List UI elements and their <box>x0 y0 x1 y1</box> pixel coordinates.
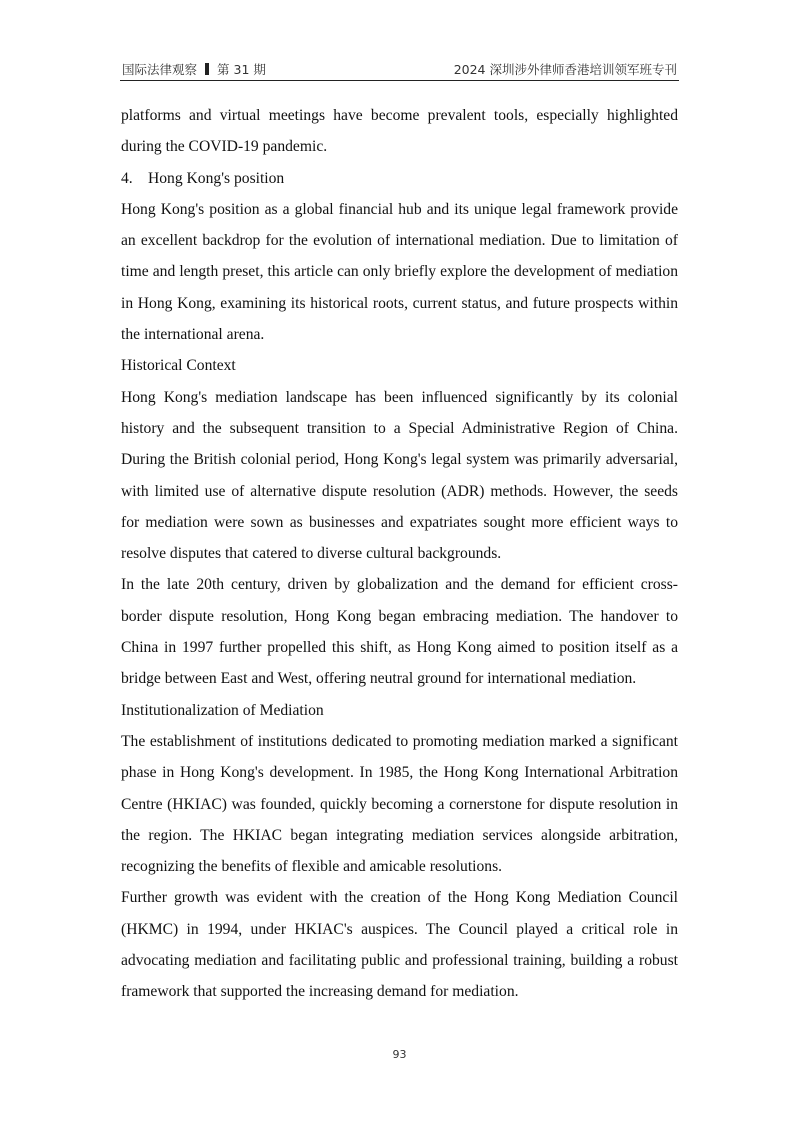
header-left <box>122 60 266 78</box>
section-heading <box>121 163 678 194</box>
header-separator-bar <box>205 63 209 75</box>
paragraph-position: Hong Kong's position as a global financial hub and its unique legal framework provide an excellent backdrop for the evolution of international mediation. Due to limitation of time and length preset, this article can only briefly explore the development of mediation in Hong Kong, examining its historical roots, current status, and future prospects within the international arena. <box>121 200 678 344</box>
page-header <box>120 58 679 81</box>
section-number: 4. <box>121 169 133 187</box>
page-number: 93 <box>392 1048 407 1061</box>
paragraph-historical-1: Hong Kong's mediation landscape has been influenced significantly by its colonial history and the subsequent transition to a Special Administrative Region of China. During the British colonial period, Hong Kong's legal system was primarily adversarial, with limited use of alternative dispute resolution (ADR) methods. However, the seeds for mediation were sown as businesses and expatriates sought more efficient ways to resolve disputes that catered to diverse cultural backgrounds. <box>121 388 678 563</box>
paragraph-institutional-1: The establishment of institutions dedicated to promoting mediation marked a significant phase in Hong Kong's development. In 1985, the Hong Kong International Arbitration Centre (HKIAC) was founded, quickly becoming a cornerstone for dispute resolution in the region. The HKIAC began integrating mediation services alongside arbitration, recognizing the benefits of flexible and amicable resolutions. <box>121 732 678 876</box>
journal-title: 国际法律观察 <box>122 62 198 77</box>
subheading-historical-context: Historical Context <box>121 357 236 375</box>
special-issue-title: 2024 深圳涉外律师香港培训领军班专刊 <box>453 62 677 77</box>
subheading-institutionalization: Institutionalization of Mediation <box>121 701 324 719</box>
paragraph-institutional-2: Further growth was evident with the creation of the Hong Kong Mediation Council (HKMC) in 1994, under HKIAC's auspices. The Council played a critical role in advocating mediation and facilitating public and professional training, building a robust framework that supported the increasing demand for mediation. <box>121 889 678 1001</box>
section-title: Hong Kong's position <box>148 169 285 187</box>
article-body <box>121 100 678 1008</box>
issue-number: 第 31 期 <box>217 62 266 77</box>
paragraph-historical-2: In the late 20th century, driven by globalization and the demand for efficient cross-border dispute resolution, Hong Kong began embracing mediation. The handover to China in 1997 further propelled this shift, as Hong Kong aimed to position itself as a bridge between East and West, offering neutral ground for international mediation. <box>121 576 678 688</box>
paragraph-intro: platforms and virtual meetings have become prevalent tools, especially highlighted during the COVID-19 pandemic. <box>121 107 678 156</box>
